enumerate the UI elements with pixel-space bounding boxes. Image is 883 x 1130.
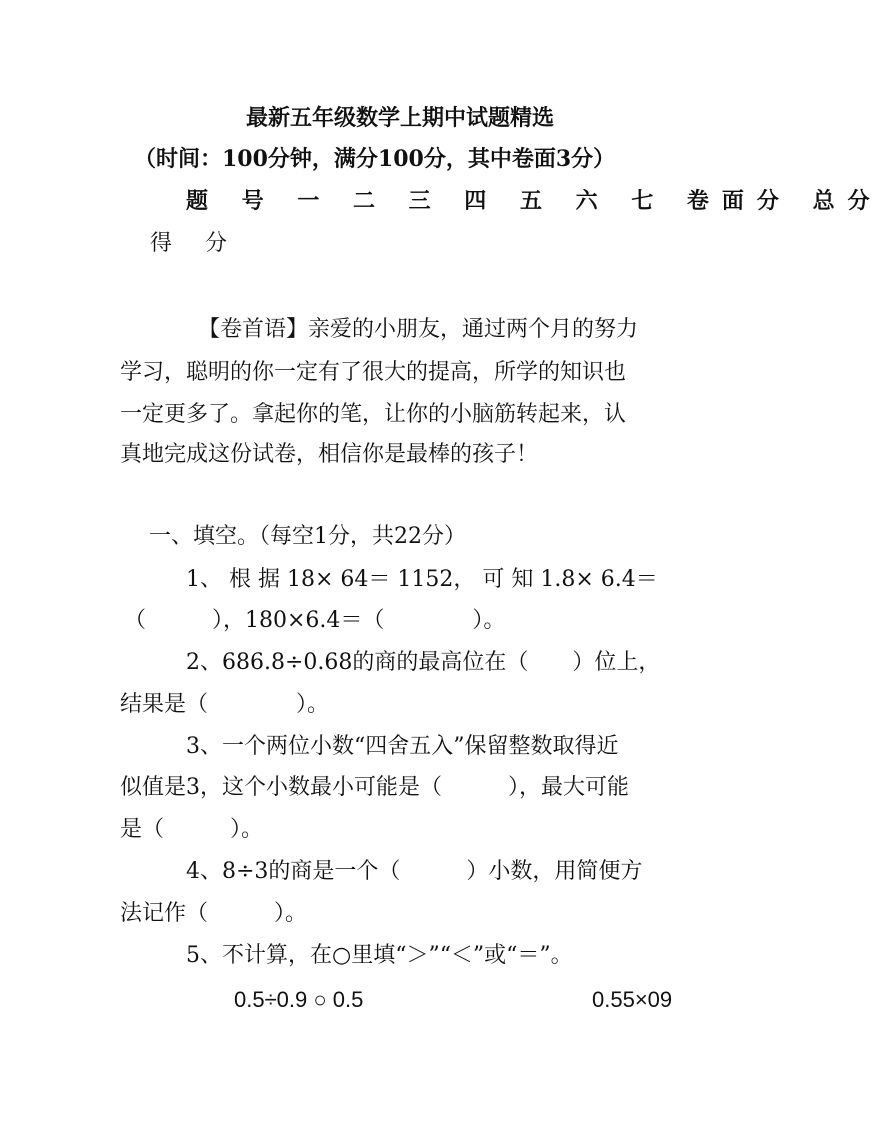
question-line: 法记作（ ）。 (120, 901, 308, 926)
preface-line-2: 学习，聪明的你一定有了很大的提高，所学的知识也 (120, 360, 627, 385)
preface-line-1: 【卷首语】亲爱的小朋友，通过两个月的努力 (198, 317, 639, 342)
score-table-row-label: 得 分 (150, 231, 240, 256)
question-line: 2、686.8÷0.68的商的最高位在（ ）位上， (186, 650, 661, 675)
exam-subtitle: （时间：100分钟，满分100分，其中卷面3分） (134, 146, 616, 172)
preface-line-3: 一定更多了。拿起你的笔，让你的小脑筋转起来，认 (120, 402, 627, 427)
preface-line-4: 真地完成这份试卷，相信你是最棒的孩子！ (120, 442, 539, 467)
question-line: （ ），180×6.4＝（ ）。 (124, 608, 506, 633)
exam-title: 最新五年级数学上期中试题精选 (246, 105, 555, 131)
question-line: 1、 根 据 18× 64＝ 1152， 可 知 1.8× 6.4＝ (186, 567, 658, 592)
compare-expression-right: 0.55×09 (592, 987, 673, 1012)
question-line: 结果是（ ）。 (120, 692, 330, 717)
question-line: 3、一个两位小数“四舍五入”保留整数取得近 (186, 734, 619, 759)
question-line: 似值是3，这个小数最小可能是（ ），最大可能 (120, 775, 629, 800)
compare-expression-left: 0.5÷0.9 ○ 0.5 (234, 987, 364, 1012)
question-line: 5、不计算，在○里填“＞”“＜”或“＝”。 (186, 943, 573, 968)
section-1-heading: 一、填空。（每空1分，共22分） (149, 524, 466, 549)
question-line: 4、8÷3的商是一个（ ）小数，用简便方 (186, 859, 643, 884)
question-line: 是（ ）。 (120, 817, 264, 842)
score-table-header: 题 号 一 二 三 四 五 六 七 卷面分 总分 (186, 188, 883, 214)
